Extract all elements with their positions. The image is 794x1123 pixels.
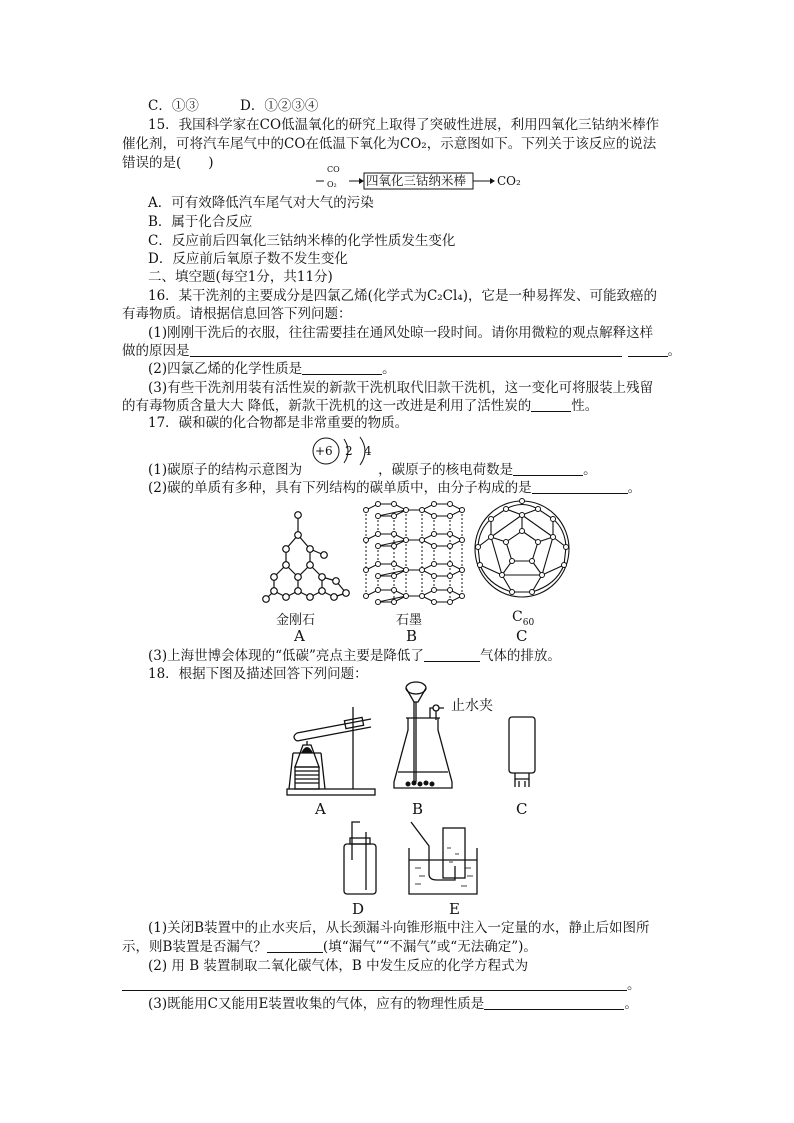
- q18-answer-blank-2[interactable]: [122, 977, 627, 991]
- scheme-reactant-bottom: O₂: [327, 180, 337, 189]
- q16-part1-text: 做的原因是: [122, 343, 190, 359]
- q15-stem-line2: 催化剂，可将汽车尾气中的CO在低温下氧化为CO₂，示意图如下。下列关于该反应的说法: [122, 136, 657, 152]
- q15-option-a: A．可有效降低汽车尾气对大气的污染: [148, 195, 374, 211]
- q16-part1-line1: (1)刚刚干洗后的衣服，往往需要挂在通风处晾一段时间。请你用微粒的观点解释这样: [148, 325, 654, 341]
- q16-answer-blank-3[interactable]: [531, 398, 571, 412]
- diamond-structure-diagram: [258, 505, 358, 605]
- q15-stem-line3: 错误的是( ): [122, 155, 214, 171]
- q15-stem-line1: 15．我国科学家在CO低温氧化的研究上取得了突破性进展，利用四氧化三钴纳米棒作: [148, 117, 660, 133]
- graphite-caption: 石墨: [396, 613, 423, 628]
- q16-stem-line1: 16．某干洗剂的主要成分是四氯乙烯(化学式为C₂Cl₄)，它是一种易挥发、可能致癌的: [148, 288, 658, 304]
- q18-part1-line1: (1)关闭B装置中的止水夹后，从长颈漏斗向锥形瓶中注入一定量的水，静止后如图所: [148, 920, 650, 936]
- q15-option-b: B．属于化合反应: [148, 214, 253, 230]
- q18-answer-blank-1[interactable]: [267, 939, 323, 953]
- q16-answer-blank-2[interactable]: [302, 361, 382, 375]
- atom-shell1-electrons: 2: [345, 444, 353, 458]
- section-heading-fill-in: 二、填空题(每空1分，共11分): [148, 269, 333, 285]
- c60-structure-diagram: [472, 497, 572, 602]
- atom-nucleus-charge: +6: [315, 444, 333, 458]
- scheme-reactant-top: CO: [327, 165, 340, 174]
- apparatus-label-a: A: [315, 800, 326, 818]
- q16-part3-line2: 的有毒物质含量大大 降低，新款干洗机的这一改进是利用了活性炭的 性。: [122, 398, 599, 414]
- apparatus-label-c: C: [516, 800, 528, 818]
- structure-letter-c: C: [516, 627, 528, 645]
- q17-answer-blank-1[interactable]: [513, 462, 583, 476]
- q17-part3: (3)上海世博会体现的“低碳”亮点主要是降低了 气体的排放。: [148, 648, 561, 664]
- graphite-structure-diagram: [358, 500, 468, 605]
- structure-letter-b: B: [406, 627, 418, 645]
- apparatus-c-inverted-bottle: [503, 715, 543, 795]
- q16-answer-blank-1a[interactable]: [190, 343, 622, 357]
- q16-part2: (2)四氯乙烯的化学性质是 。: [148, 361, 396, 377]
- apparatus-a-heating-setup: [285, 705, 385, 797]
- q15-option-c: C．反应前后四氧化三钴纳米棒的化学性质发生变化: [148, 233, 456, 249]
- q14-option-c: C．①③: [148, 98, 199, 114]
- q14-option-d: D．①②③④: [240, 98, 319, 114]
- apparatus-d-gas-bottle: [338, 820, 382, 898]
- q17-answer-blank-2[interactable]: [532, 480, 628, 494]
- q16-part3-line1: (3)有些干洗剂用装有活性炭的新款干洗机取代旧款干洗机，这一变化可将服装上残留: [148, 380, 654, 396]
- q18-part2-line1: (2) 用 B 装置制取二氧化碳气体，B 中发生反应的化学方程式为: [148, 958, 529, 974]
- c60-caption: $C_{60}$: [512, 609, 535, 628]
- q17-answer-blank-3[interactable]: [424, 648, 480, 662]
- q16-stem-line2: 有毒物质。请根据信息回答下列问题：: [122, 306, 352, 322]
- scheme-product: CO₂: [497, 174, 521, 188]
- atom-shell2-electrons: 4: [364, 444, 372, 458]
- scheme-catalyst-box: 四氧化三钴纳米棒: [366, 173, 467, 188]
- q18-part1-line2: 示，则B装置是否漏气？ (填“漏气”“不漏气”或“无法确定”)。: [122, 939, 537, 955]
- apparatus-label-d: D: [352, 900, 365, 918]
- q18-stem: 18．根据下图及描述回答下列问题：: [148, 666, 368, 682]
- apparatus-label-e: E: [449, 900, 460, 918]
- diamond-caption: 金刚石: [276, 613, 316, 628]
- q18-part3: (3)既能用C又能用E装置收集的气体，应有的物理性质是 。: [148, 996, 638, 1012]
- apparatus-e-water-trough: [405, 818, 485, 900]
- q16-answer-blank-1b[interactable]: [628, 343, 668, 357]
- q18-part2-line2: 。: [122, 976, 641, 994]
- q17-part2: (2)碳的单质有多种，具有下列结构的碳单质中，由分子构成的是 。: [148, 480, 642, 496]
- q17-part1: (1)碳原子的结构示意图为 ，碳原子的核电荷数是 。: [148, 462, 597, 478]
- stop-clamp-label: 止水夹: [451, 698, 493, 714]
- q17-stem: 17．碳和碳的化合物都是非常重要的物质。: [148, 415, 409, 431]
- apparatus-label-b: B: [412, 800, 424, 818]
- q15-option-d: D．反应前后氧原子数不发生变化: [148, 251, 348, 267]
- q16-part1-line2: 做的原因是 。: [122, 343, 681, 359]
- structure-letter-a: A: [294, 627, 305, 645]
- q18-answer-blank-3[interactable]: [484, 996, 624, 1010]
